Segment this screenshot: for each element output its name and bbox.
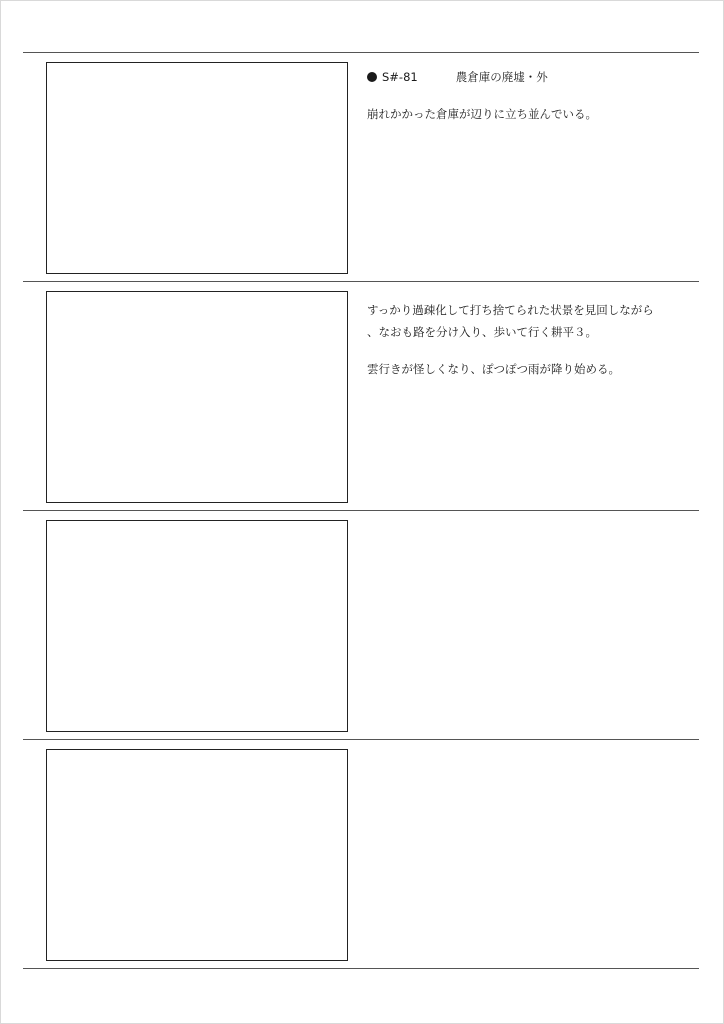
storyboard-frame-3[interactable] <box>46 520 348 732</box>
row-divider-1 <box>23 281 699 282</box>
scene-heading <box>367 66 692 88</box>
scene-number: S#-81 <box>382 70 418 84</box>
action-line: すっかり過疎化して打ち捨てられた状景を見回しながら <box>367 303 654 317</box>
action-line: 、なおも路を分け入り、歩いて行く耕平３。 <box>367 325 597 339</box>
storyboard-frame-2[interactable] <box>46 291 348 503</box>
scene-location: 農倉庫の廃墟・外 <box>455 70 548 84</box>
panel-notes-1 <box>367 66 692 125</box>
panel-notes-2 <box>367 299 692 380</box>
bullet-icon <box>367 72 377 82</box>
storyboard-frame-4[interactable] <box>46 749 348 961</box>
row-divider-2 <box>23 510 699 511</box>
row-divider-3 <box>23 739 699 740</box>
row-divider-top <box>23 52 699 53</box>
row-divider-bottom <box>23 968 699 969</box>
action-line: 雲行きが怪しくなり、ぽつぽつ雨が降り始める。 <box>367 362 620 376</box>
storyboard-frame-1[interactable] <box>46 62 348 274</box>
action-line: 崩れかかった倉庫が辺りに立ち並んでいる。 <box>367 107 597 121</box>
